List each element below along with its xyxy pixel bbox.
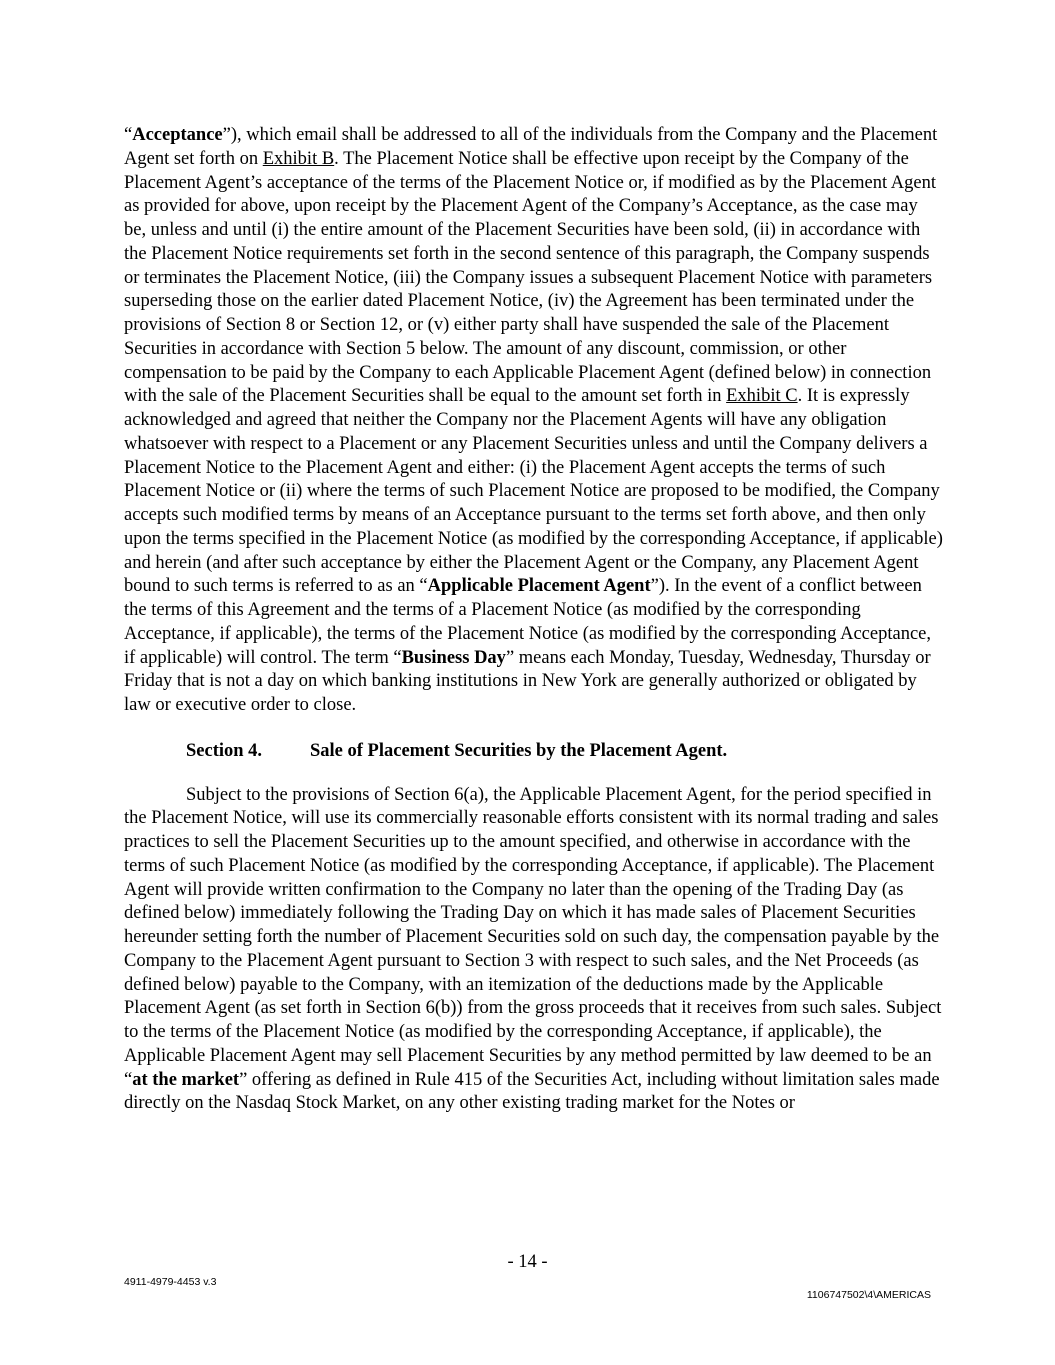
paragraph-text: ”), which email shall be addressed to all of the individuals from the Company and the Placement Agent set forth on [124, 125, 938, 169]
document-id-right: 1106747502\4\AMERICAS [806, 1289, 931, 1301]
exhibit-c-reference: Exhibit C [726, 386, 798, 407]
defined-term-business-day: Business Day [401, 647, 506, 668]
paragraph-text: . It is expressly acknowledged and agreed that neither the Company nor the Placement Agents will have any obligation whatsoever with respect to a Placement or any Placement Securities unless and until the Company delivers a Placement Notice to the Placement Agent and either: (i) the Placement Agent accepts the terms of such Placement Notice or (ii) where the terms of such Placement Notice are proposed to be modified, the Company accepts such modified terms by means of an Acceptance pursuant to the terms set forth above, and then only upon the terms specified in the Placement Notice (as modified by the corresponding Acceptance, if applicable) and herein (and after such acceptance by either the Placement Agent or the Company, any Placement Agent bound to such terms is referred to as an “ [124, 386, 943, 597]
section-number: Section 4. [186, 740, 263, 761]
paragraph-text: . The Placement Notice shall be effective upon receipt by the Company of the Placement Agent’s acceptance of the terms of the Placement Notice or, if modified as by the Placement Agent as provided for above, upon receipt by the Placement Agent of the Company’s Acceptance, as the case may be, unless and until (i) the entire amount of the Placement Securities have been sold, (ii) in accordance with the Placement Notice requirements set forth in the second sentence of this paragraph, the Company suspends or terminates the Placement Notice, (iii) the Company issues a subsequent Placement Notice with parameters superseding those on the earlier dated Placement Notice, (iv) the Agreement has been terminated under the provisions of Section 8 or Section 12, or (v) either party shall have suspended the sale of the Placement Securities in accordance with Section 5 below. The amount of any discount, commission, or other compensation to be paid by the Company to each Applicable Placement Agent (defined below) in connection with the sale of the Placement Securities shall be equal to the amount set forth in [124, 148, 936, 407]
paragraph-text: ” offering as defined in Rule 415 of the Securities Act, including without limitation sales made directly on the Nasdaq Stock Market, on any other existing trading market for the Notes or [124, 1069, 940, 1114]
section-title: Sale of Placement Securities by the Placement Agent. [310, 740, 728, 761]
defined-term-applicable-placement-agent: Applicable Placement Agent [427, 576, 651, 597]
paragraph-text: ”). In the event of a conflict between the terms of this Agreement and the terms of a Placement Notice (as modified by the corresponding Acceptance, if applicable), the terms of the Placement Notice (as modified by the corresponding Acceptance, if applicable) will control. The term “ [124, 576, 931, 668]
paragraph-section-4 [124, 784, 944, 1117]
page-number: - 14 - [507, 1252, 548, 1272]
section-4-heading [124, 740, 944, 764]
defined-term-at-the-market: at the market [132, 1069, 240, 1090]
open-quote: “ [124, 125, 133, 145]
paragraph-text: ” means each Monday, Tuesday, Wednesday, Thursday or Friday that is not a day on which banking institutions in New York are generally authorized or obligated by law or executive order to close. [124, 647, 931, 715]
exhibit-b-reference: Exhibit B [262, 148, 335, 169]
paragraph-acceptance-terms [124, 124, 944, 718]
document-id-left: 4911-4979-4453 v.3 [124, 1276, 217, 1288]
defined-term-acceptance: Acceptance [132, 125, 223, 145]
paragraph-text: Subject to the provisions of Section 6(a), the Applicable Placement Agent, for the period specified in the Placement Notice, will use its commercially reasonable efforts consistent with its normal trading and sales practices to sell the Placement Securities up to the amount specified, and otherwise in accordance with the terms of such Placement Notice (as modified by the corresponding Acceptance, if applicable). The Placement Agent will provide written confirmation to the Company no later than the opening of the Trading Day (as defined below) immediately following the Trading Day on which it has made sales of Placement Securities hereunder setting forth the number of Placement Securities sold on such day, the compensation payable by the Company to the Placement Agent pursuant to Section 3 with respect to such sales, and the Net Proceeds (as defined below) payable to the Company, with an itemization of the deductions made by the Applicable Placement Agent (as set forth in Section 6(b)) from the gross proceeds that it receives from such sales. Subject to the terms of the Placement Notice (as modified by the corresponding Acceptance, if applicable), the Applicable Placement Agent may sell Placement Securities by any method permitted by law deemed to be an “ [124, 784, 942, 1090]
document-body [124, 124, 944, 1116]
